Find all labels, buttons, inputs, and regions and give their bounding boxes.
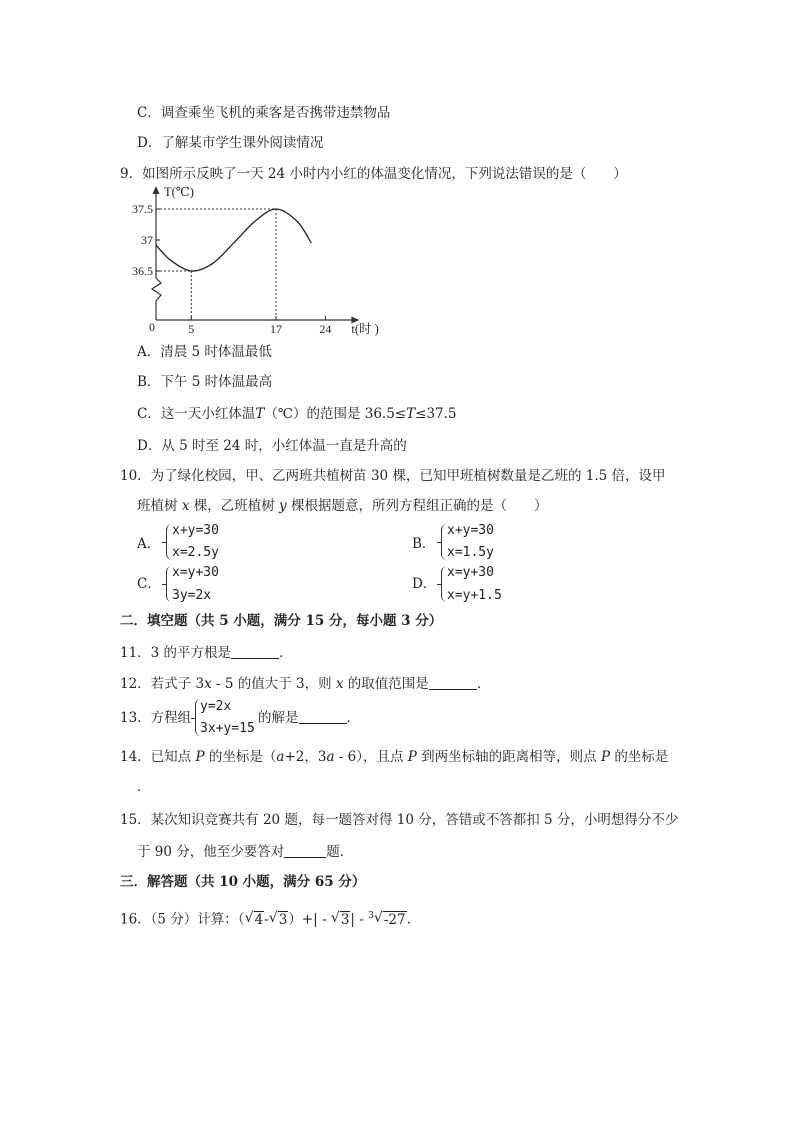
q11-blank <box>231 644 279 659</box>
sqrt-3-abs: √ 3 <box>331 911 351 929</box>
temperature-curve <box>156 209 311 271</box>
q10-stem-line2: 班植树 x 棵，乙班植树 y 棵根据题意，所列方程组正确的是（ ） <box>137 498 548 514</box>
q10-option-c-label: C． <box>137 576 161 592</box>
q15-line2: 于 90 分，他至少要答对 题． <box>137 844 354 860</box>
q13-eq1: y=2x <box>200 699 232 714</box>
q10-option-a-label: A． <box>137 536 161 552</box>
q10-option-b-label: B． <box>412 536 436 552</box>
q10-b-eq1: x+y=30 <box>447 523 494 538</box>
section-3-title: 三．解答题（共 10 小题，满分 65 分） <box>120 874 366 890</box>
chart-labels <box>132 185 379 336</box>
q12: 12．若式子 3x - 5 的值大于 3，则 x 的取值范围是 ． <box>120 676 491 692</box>
q9-option-d: D．从 5 时至 24 时，小红体温一直是升高的 <box>137 438 407 454</box>
q9-option-b: B．下午 5 时体温最高 <box>137 374 273 390</box>
q10-b-eq2: x=1.5y <box>447 545 494 560</box>
sqrt-4: √ 4 <box>245 911 265 929</box>
x-tick-label-24: 24 <box>319 322 332 336</box>
q10-option-d-label: D． <box>412 576 437 592</box>
q15-blank <box>284 843 326 858</box>
sqrt-3: √ 3 <box>269 911 289 929</box>
q10-c-eq2: 3y=2x <box>172 588 212 603</box>
q10-a-eq2: x=2.5y <box>172 545 219 560</box>
temperature-chart <box>130 183 379 338</box>
x-tick-label-17: 17 <box>270 322 282 336</box>
y-axis-break <box>152 278 161 301</box>
x-tick-label-5: 5 <box>188 322 195 336</box>
q14-line2: ． <box>137 779 151 795</box>
chart-curve <box>156 209 311 271</box>
cube-root-neg27: √ -27 <box>374 911 407 929</box>
x-axis-label: t(时 ) <box>351 322 379 336</box>
q14-line1: 14．已知点 P 的坐标是（a+2，3a - 6），且点 P 到两坐标轴的距离相等，则点 P 的坐标是 <box>120 749 669 765</box>
q10-c-eq1: x=y+30 <box>172 565 219 580</box>
q15-line1: 15．某次知识竞赛共有 20 题，每一题答对得 10 分，答错或不答都扣 5 分，小明想得分不少 <box>120 812 679 828</box>
q10-a-eq1: x+y=30 <box>172 523 219 538</box>
q8-option-d: D．了解某市学生课外阅读情况 <box>137 135 324 151</box>
y-tick-label-37: 37 <box>141 233 153 247</box>
q9-option-c: C．这一天小红体温T（℃）的范围是 36.5≤T≤37.5 <box>137 406 457 422</box>
section-2-title: 二．填空题（共 5 小题，满分 15 分，每小题 3 分） <box>120 613 443 629</box>
q13-eq2: 3x+y=15 <box>200 721 255 736</box>
chart-axes <box>152 186 359 324</box>
q13-label: 13．方程组 <box>120 710 192 726</box>
q10-stem-line1: 10．为了绿化校园，甲、乙两班共植树苗 30 棵，已知甲班植树数量是乙班的 1.5 倍，设甲 <box>120 468 666 484</box>
y-tick-label-36.5: 36.5 <box>132 264 153 278</box>
q8-option-c: C．调查乘坐飞机的乘客是否携带违禁物品 <box>137 105 391 121</box>
q10-d-eq1: x=y+30 <box>447 565 494 580</box>
y-axis-label: T(℃) <box>164 185 194 199</box>
q11: 11．3 的平方根是 ． <box>120 645 293 661</box>
q13-tail: 的解是 ． <box>258 710 360 726</box>
origin-label: 0 <box>149 320 155 334</box>
q9-option-a: A．清晨 5 时体温最低 <box>137 344 272 360</box>
q9-stem: 9．如图所示反映了一天 24 小时内小红的体温变化情况，下列说法错误的是（ ） <box>120 166 627 182</box>
q13-blank <box>299 709 347 724</box>
q12-blank <box>429 675 477 690</box>
y-axis-arrow <box>153 186 160 194</box>
y-tick-label-37.5: 37.5 <box>132 202 153 216</box>
chart-guides <box>156 209 276 320</box>
q16: 16．（5 分）计算：（√ 4-√ 3）+| - √ 3| - $^3$√ -27. <box>120 907 411 929</box>
q10-d-eq2: x=y+1.5 <box>447 588 502 603</box>
